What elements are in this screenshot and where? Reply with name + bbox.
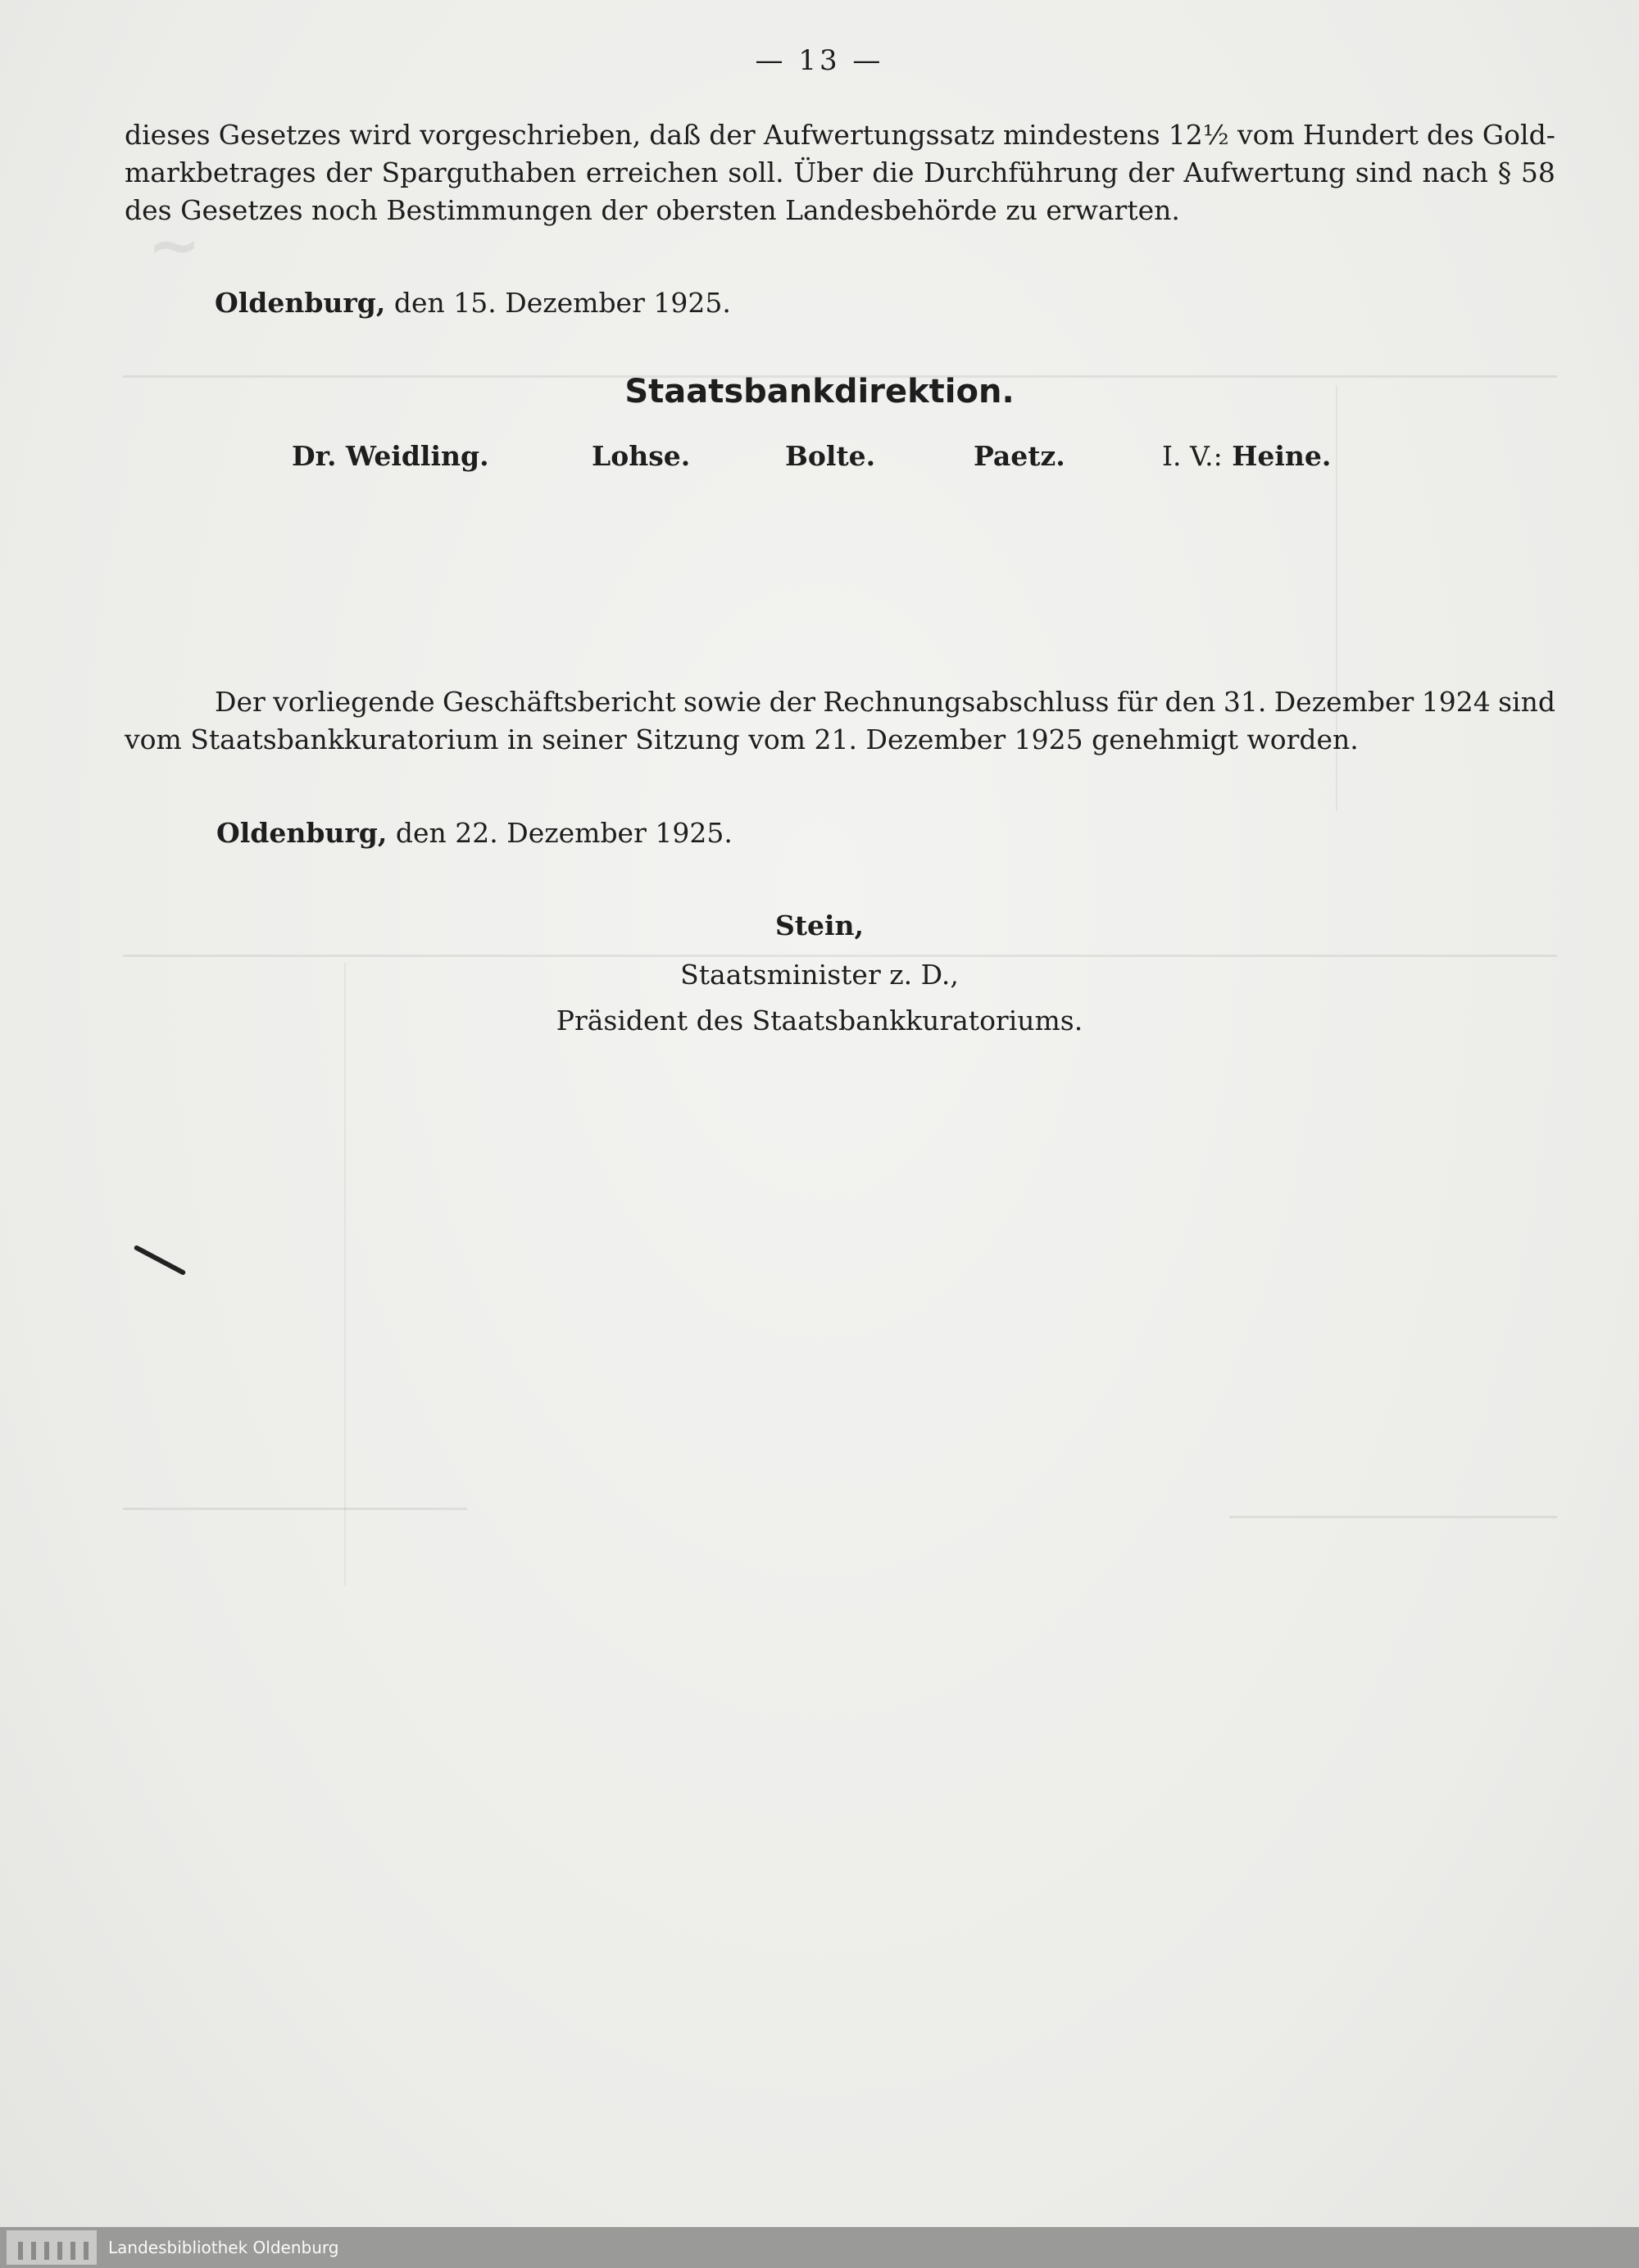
word: sowie (683, 686, 762, 718)
president-name: Stein, (774, 909, 865, 941)
word: 58 (1520, 156, 1555, 188)
word: soll. (728, 156, 784, 188)
paragraph-line (125, 154, 1555, 192)
paragraph-aufwertung (125, 116, 1555, 229)
bleed-through-rule (1229, 1516, 1557, 1518)
word: vom (1237, 119, 1295, 151)
word: dieses (125, 119, 211, 151)
paragraph-line (125, 683, 1555, 721)
word: § (1497, 156, 1512, 188)
word: sind (1498, 686, 1555, 718)
paragraph-line: vom Staatsbankkuratorium in seiner Sitzung vom 21. Dezember 1925 genehmigt worden. (125, 723, 1359, 755)
word: vorgeschrieben, (420, 119, 642, 151)
word: Dezember (1274, 686, 1414, 718)
word: Der (215, 686, 266, 718)
paragraph-line: des Gesetzes noch Bestimmungen der obersten Landesbehörde zu erwarten. (125, 194, 1180, 226)
signatory-name: Dr. Weidling. (292, 440, 489, 472)
word: des (1427, 119, 1474, 151)
bleed-through-heading: ~ (148, 209, 202, 283)
word: Geschäftsbericht (443, 686, 676, 718)
word: Über (793, 156, 863, 188)
president-title-2: Präsident des Staatsbankkuratoriums. (556, 1005, 1083, 1036)
library-name: Landesbibliothek Oldenburg (108, 2238, 339, 2257)
signatory-4 (974, 440, 1065, 472)
signatory-name: Lohse. (592, 440, 691, 472)
signatory-name: Bolte. (785, 440, 876, 472)
signatory-3 (785, 440, 875, 472)
signatory-2 (592, 440, 690, 472)
word: 1924 (1421, 686, 1491, 718)
word: der (769, 686, 816, 718)
date-place: Oldenburg, (215, 287, 386, 319)
bleed-through-rule (123, 955, 1557, 957)
signatory-1 (292, 440, 489, 472)
pen-mark (134, 1245, 187, 1276)
footer-bar (0, 2227, 1639, 2268)
word: der (325, 156, 372, 188)
word: erreichen (585, 156, 719, 188)
word: Hundert (1302, 119, 1419, 151)
word: für (1116, 686, 1158, 718)
date-line-1 (215, 287, 731, 319)
word: Durchführung (924, 156, 1119, 188)
section-heading: Staatsbankdirektion. (624, 373, 1015, 411)
word: die (872, 156, 915, 188)
date-text: den 22. Dezember 1925. (395, 817, 733, 849)
word: nach (1422, 156, 1489, 188)
bleed-through-rule (344, 963, 346, 1585)
president-title-1: Staatsminister z. D., (680, 959, 959, 991)
signatory-name: Heine. (1232, 440, 1332, 472)
date-line-2 (216, 817, 733, 849)
page-number: — 13 — (755, 44, 884, 77)
signatory-prefix: I. V.: (1162, 440, 1223, 472)
library-logo-icon (7, 2230, 97, 2265)
word: Gesetzes (218, 119, 342, 151)
word: vorliegende (273, 686, 435, 718)
date-text: den 15. Dezember 1925. (393, 287, 731, 319)
word: Aufwertungssatz (763, 119, 995, 151)
paragraph-genehmigung (125, 683, 1555, 759)
date-place: Oldenburg, (216, 817, 388, 849)
signatory-5 (1162, 440, 1331, 472)
word: den (1165, 686, 1216, 718)
word: Sparguthaben (381, 156, 577, 188)
word: wird (349, 119, 412, 151)
word: 12½ (1168, 119, 1229, 151)
signatory-name: Paetz. (974, 440, 1065, 472)
word: der (709, 119, 756, 151)
word: Aufwertung (1183, 156, 1346, 188)
word: der (1128, 156, 1174, 188)
word: mindestens (1002, 119, 1160, 151)
paragraph-line (125, 116, 1555, 154)
word: sind (1355, 156, 1413, 188)
bleed-through-rule (123, 1508, 467, 1510)
word: Rechnungsabschluss (823, 686, 1110, 718)
word: daß (649, 119, 701, 151)
word: markbetrages (125, 156, 316, 188)
word: 31. (1223, 686, 1267, 718)
word: Gold- (1482, 119, 1555, 151)
